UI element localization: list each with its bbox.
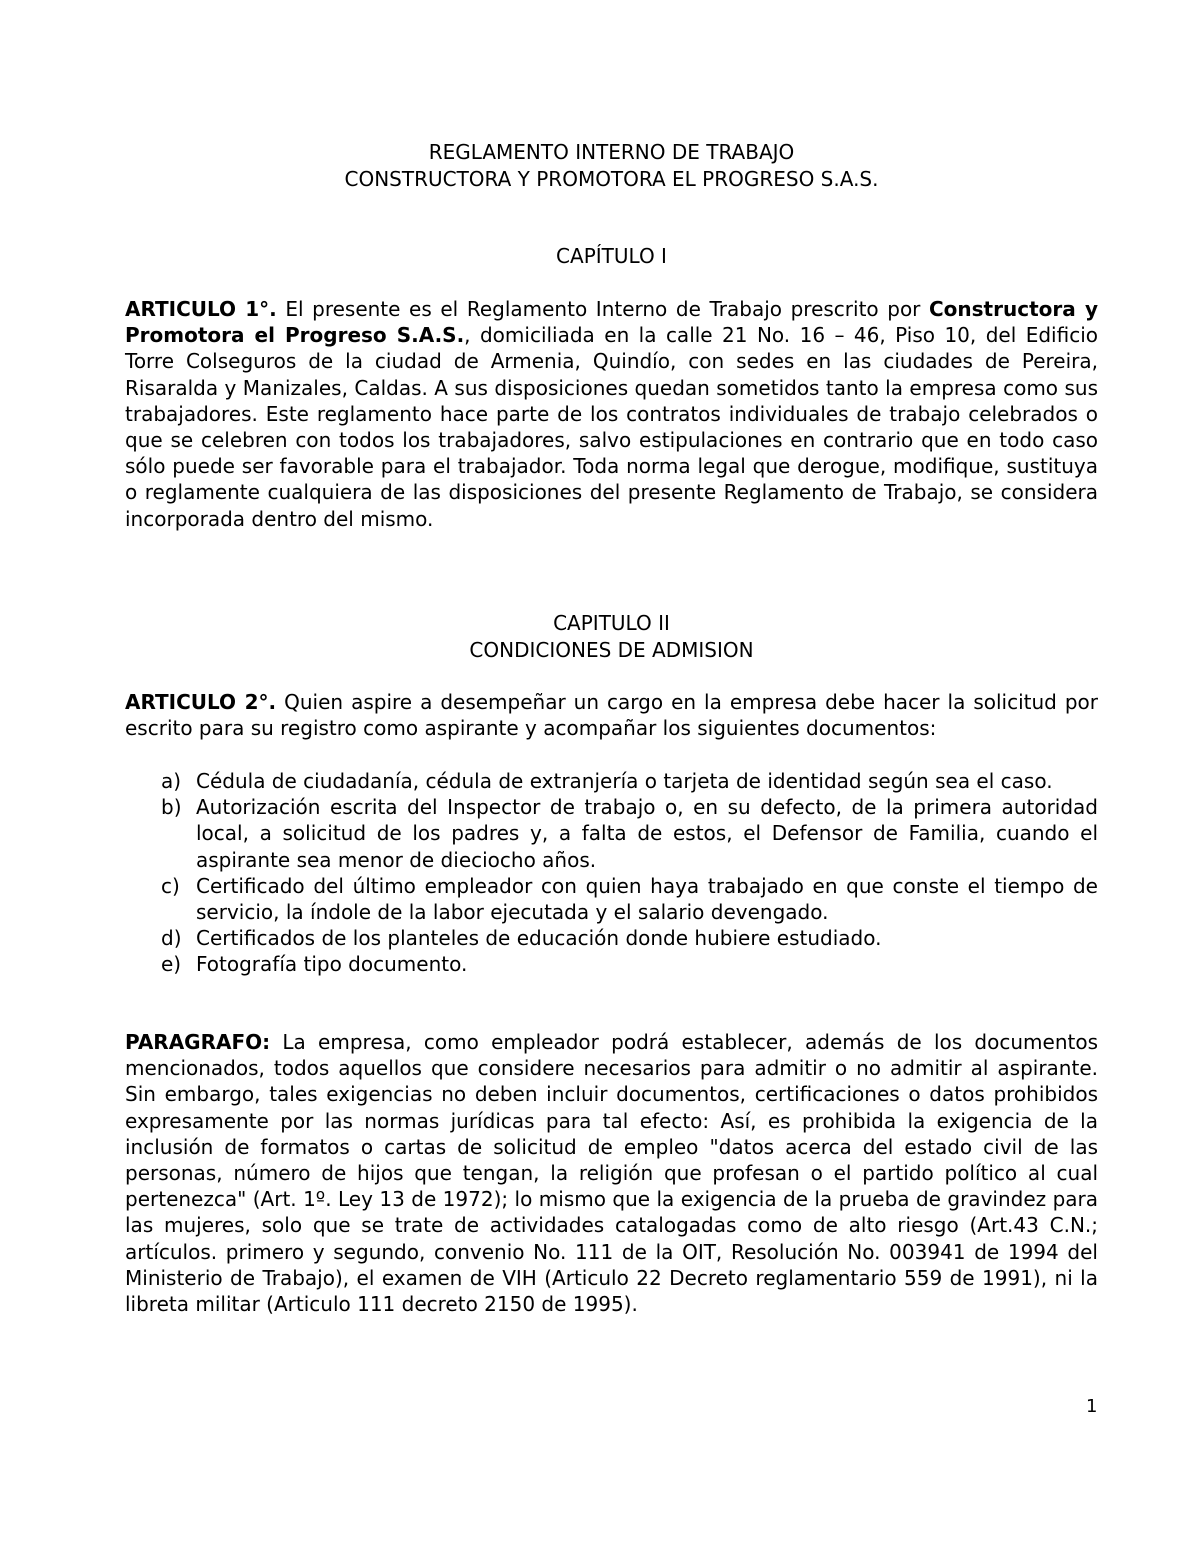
article-1-text-b: , domiciliada en la calle 21 No. 16 – 46, Piso 10, del Edificio Torre Colseguros de la ciudad de Armenia, Quindío, con sedes en las ciudades de Pereira, Risaralda y Manizales, Caldas. A sus disposiciones quedan sometidos tanto la empresa como sus trabajadores. Este reglamento hace parte de los contratos individuales de trabajo celebrados o que se celebren con todos los trabajadores, salvo estipulaciones en contrario que en todo caso sólo puede ser favorable para el trabajador. Toda norma legal que derogue, modifique, sustituya o reglamente cualquiera de las disposiciones del presente Reglamento de Trabajo, se considera incorporada dentro del mismo. [125,323,1098,531]
title-line-2: CONSTRUCTORA Y PROMOTORA EL PROGRESO S.A.S. [344,166,879,191]
chapter-1-heading: CAPÍTULO I [556,244,667,268]
article-2-label: ARTICULO 2°. [125,690,277,714]
article-1 [125,296,1098,532]
chapter-2-number: CAPITULO II [553,611,670,635]
list-item-letter: b) [161,795,182,820]
list-item-text: Cédula de ciudadanía, cédula de extranjería o tarjeta de identidad según sea el caso. [196,769,1053,793]
list-item-letter: c) [161,873,180,898]
paragrafo-label: PARAGRAFO: [125,1030,271,1054]
article-2-text: Quien aspire a desempeñar un cargo en la empresa debe hacer la solicitud por escrito para su registro como aspirante y acompañar los siguientes documentos: [125,690,1099,741]
chapter-2-heading [125,610,1098,663]
list-item-text: Autorización escrita del Inspector de trabajo o, en su defecto, de la primera autoridad local, a solicitud de los padres y, a falta de estos, el Defensor de Familia, cuando el aspirante sea menor de dieciocho años. [196,795,1098,872]
title-line-1: REGLAMENTO INTERNO DE TRABAJO [428,140,795,164]
list-item-letter: e) [161,952,182,977]
list-item-text: Certificados de los planteles de educación donde hubiere estudiado. [196,926,882,951]
list-item [125,873,1098,925]
list-item-text: Fotografía tipo documento. [196,952,468,977]
article-1-text-a: El presente es el Reglamento Interno de Trabajo prescrito por [276,297,929,321]
list-item [125,925,1098,951]
document-title [125,139,1098,192]
article-2 [125,689,1098,741]
list-item-letter: a) [161,769,182,793]
list-item [125,768,1098,794]
list-item [125,951,1098,977]
page-number: 1 [1086,1396,1098,1417]
article-1-label: ARTICULO 1°. [125,297,277,321]
list-item [125,794,1098,873]
company-name: Constructora y Promotora el Progreso S.A.S. [125,297,1098,348]
paragrafo [125,1029,1098,1317]
chapter-2-title: CONDICIONES DE ADMISION [469,637,754,662]
list-item-letter: d) [161,926,182,951]
list-item-text: Certificado del último empleador con quien haya trabajado en que conste el tiempo de servicio, la índole de la labor ejecutada y el salario devengado. [196,873,1098,925]
documents-list [125,768,1098,978]
paragrafo-text: La empresa, como empleador podrá establecer, además de los documentos mencionados, todos aquellos que considere necesarios para admitir o no admitir al aspirante. Sin embargo, tales exigencias no deben incluir documentos, certificaciones o datos prohibidos expresamente por las normas jurídicas para tal efecto: Así, es prohibida la exigencia de la inclusión de formatos o cartas de solicitud de empleo "datos acerca del estado civil de las personas, número de hijos que tengan, la religión que profesan o el partido político al cual pertenezca" (Art. 1º. Ley 13 de 1972); lo mismo que la exigencia de la prueba de gravindez para las mujeres, solo que se trate de actividades catalogadas como de alto riesgo (Art.43 C.N.; artículos. primero y segundo, convenio No. 111 de la OIT, Resolución No. 003941 de 1994 del Ministerio de Trabajo), el examen de VIH (Articulo 22 Decreto reglamentario 559 de 1991), ni la libreta militar (Articulo 111 decreto 2150 de 1995). [125,1030,1098,1317]
